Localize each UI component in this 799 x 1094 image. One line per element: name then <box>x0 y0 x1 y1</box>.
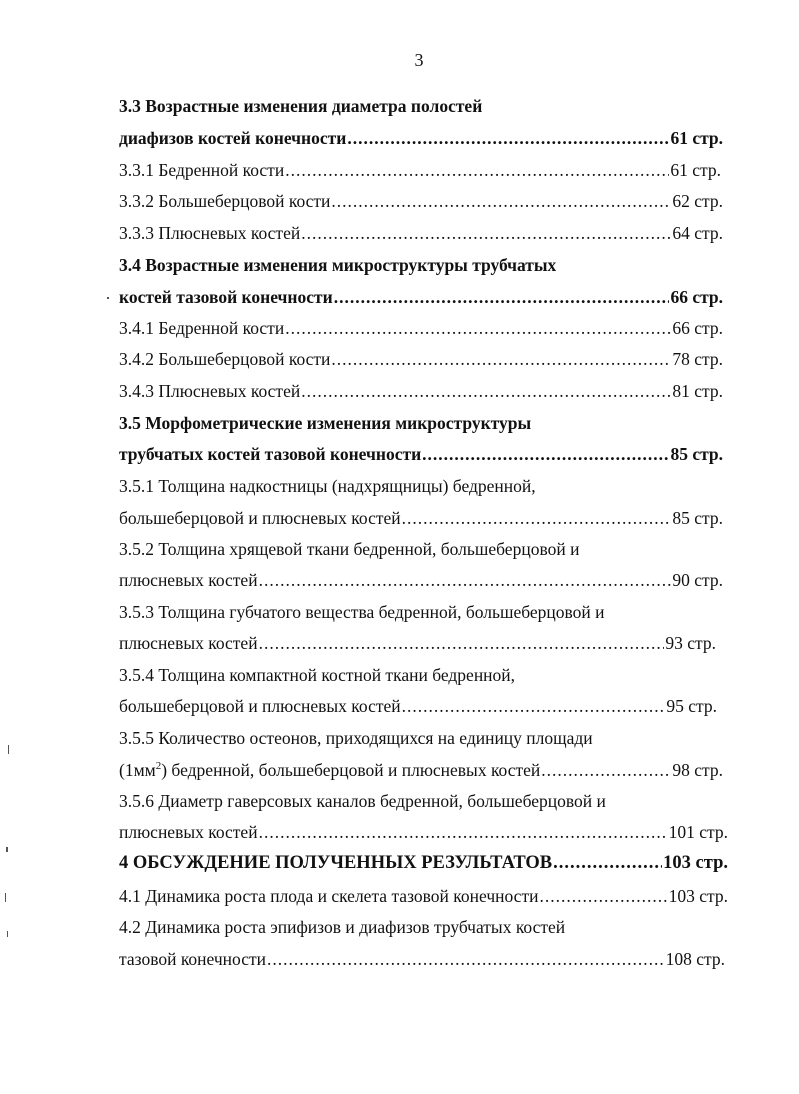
toc-item-3-5-3-line1: 3.5.3 Толщина губчатого вещества бедренной, большеберцовой и <box>119 602 605 622</box>
dot-leader <box>539 884 667 908</box>
toc-item-label: 4.1 Динамика роста плода и скелета тазовой конечности <box>119 886 539 906</box>
toc-item-3-5-2-line1: 3.5.2 Толщина хрящевой ткани бедренной, большеберцовой и <box>119 539 580 559</box>
dot-leader <box>541 758 671 782</box>
dot-leader <box>267 947 665 971</box>
dot-leader <box>259 568 672 592</box>
toc-item-3-5-4-line1: 3.5.4 Толщина компактной костной ткани бедренной, <box>119 665 516 685</box>
toc-page: 61 стр. <box>670 160 721 180</box>
toc-item-label: большеберцовой и плюсневых костей <box>119 508 401 528</box>
toc-page: 93 стр. <box>665 633 716 653</box>
toc-page-3-4: 66 стр. <box>670 287 723 307</box>
toc-page-3-3: 61 стр. <box>670 128 723 148</box>
toc-page: 98 стр. <box>672 760 723 780</box>
toc-item-label <box>119 758 540 782</box>
toc-item-label: 3.3.3 Плюсневых костей <box>119 223 301 243</box>
dot-leader <box>553 851 662 875</box>
toc-heading-4 <box>119 851 728 875</box>
dot-leader <box>259 820 668 844</box>
scan-speck <box>5 893 6 902</box>
toc-item-3-5-6-line1: 3.5.6 Диаметр гаверсовых каналов бедренной, большеберцовой и <box>119 791 606 811</box>
dot-leader <box>285 316 671 340</box>
superscript: 2 <box>155 760 162 773</box>
toc-item-label-post: ) бедренной, большеберцовой и плюсневых костей <box>161 760 541 780</box>
toc-heading-3-5-line2: трубчатых костей тазовой конечности <box>119 444 422 464</box>
toc-item-3-5-5-line1: 3.5.5 Количество остеонов, приходящихся на единицу площади <box>119 728 593 748</box>
toc-item-label: плюсневых костей <box>119 633 258 653</box>
scan-speck <box>6 847 8 852</box>
toc-item-3-4-2 <box>119 347 723 371</box>
toc-item-4-2-line1: 4.2 Динамика роста эпифизов и диафизов трубчатых костей <box>119 917 566 937</box>
toc-item-label: большеберцовой и плюсневых костей <box>119 696 401 716</box>
toc-heading-3-3-line1: 3.3 Возрастные изменения диаметра полостей <box>119 96 483 116</box>
toc-heading-3-4 <box>119 285 723 309</box>
toc-heading-3-5 <box>119 442 723 466</box>
dot-leader <box>301 379 671 403</box>
toc-page: 95 стр. <box>666 696 717 716</box>
toc-item-3-5-4 <box>119 694 717 718</box>
toc-item-label: плюсневых костей <box>119 570 258 590</box>
toc-item-3-5-1-line1: 3.5.1 Толщина надкостницы (надхрящницы) бедренной, <box>119 476 536 496</box>
dot-leader <box>402 506 672 530</box>
toc-item-label: 3.4.2 Большеберцовой кости <box>119 349 331 369</box>
page-number: 3 <box>414 50 424 70</box>
toc-item-3-5-6 <box>119 820 728 844</box>
toc-page: 81 стр. <box>672 381 723 401</box>
toc-item-label-pre: (1мм <box>119 760 156 780</box>
toc-heading-3-4-line1: 3.4 Возрастные изменения микроструктуры трубчатых <box>119 255 557 275</box>
scan-speck <box>7 931 8 937</box>
toc-item-3-5-5 <box>119 758 723 782</box>
toc-page: 103 стр. <box>663 853 728 873</box>
toc-page: 62 стр. <box>672 191 723 211</box>
dot-leader <box>402 694 666 718</box>
toc-page-3-5: 85 стр. <box>670 444 723 464</box>
toc-page: 90 стр. <box>672 570 723 590</box>
toc-item-3-3-1 <box>119 158 721 182</box>
toc-item-3-5-3 <box>119 631 716 655</box>
toc-page: 108 стр. <box>665 949 725 969</box>
toc-item-3-3-2 <box>119 189 723 213</box>
toc-item-label: плюсневых костей <box>119 822 258 842</box>
toc-item-label: 3.3.2 Большеберцовой кости <box>119 191 331 211</box>
dot-leader <box>331 347 671 371</box>
toc-item-3-4-3 <box>119 379 723 403</box>
toc-heading-3-4-line2: костей тазовой конечности <box>119 287 333 307</box>
toc-page: 103 стр. <box>668 886 728 906</box>
toc-page: 78 стр. <box>672 349 723 369</box>
toc-item-3-4-1 <box>119 316 723 340</box>
toc-item-4-2 <box>119 947 725 971</box>
toc-page: 101 стр. <box>668 822 728 842</box>
scan-speck <box>8 745 9 754</box>
dot-leader <box>347 126 669 150</box>
dot-leader <box>301 221 671 245</box>
toc-item-label: тазовой конечности <box>119 949 267 969</box>
toc-item-4-1 <box>119 884 728 908</box>
dot-leader <box>422 442 669 466</box>
toc-item-label: 3.4.3 Плюсневых костей <box>119 381 301 401</box>
toc-item-label: 3.4.1 Бедренной кости <box>119 318 285 338</box>
dot-leader <box>259 631 665 655</box>
dot-leader <box>331 189 671 213</box>
dot-leader <box>334 285 670 309</box>
scan-speck <box>107 297 109 299</box>
toc-heading-3-5-line1: 3.5 Морфометрические изменения микроструктуры <box>119 413 532 433</box>
toc-page: 64 стр. <box>672 223 723 243</box>
dot-leader <box>285 158 669 182</box>
toc-heading-label: 4 ОБСУЖДЕНИЕ ПОЛУЧЕННЫХ РЕЗУЛЬТАТОВ <box>119 853 553 873</box>
toc-page: 85 стр. <box>672 508 723 528</box>
toc-item-label: 3.3.1 Бедренной кости <box>119 160 285 180</box>
toc-item-3-5-2 <box>119 568 723 592</box>
toc-heading-3-3 <box>119 126 723 150</box>
toc-page: 66 стр. <box>672 318 723 338</box>
toc-heading-3-3-line2: диафизов костей конечности <box>119 128 347 148</box>
toc-item-3-5-1 <box>119 506 723 530</box>
toc-item-3-3-3 <box>119 221 723 245</box>
